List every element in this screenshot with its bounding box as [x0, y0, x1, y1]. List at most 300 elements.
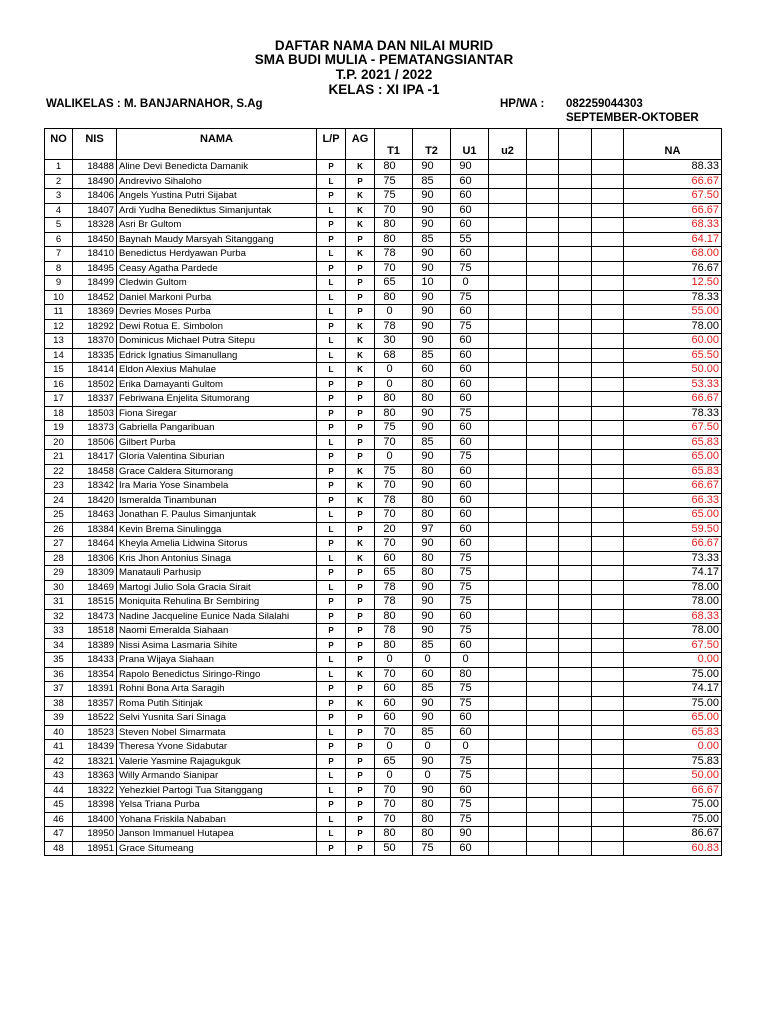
row-lp: P — [317, 421, 346, 436]
row-na: 78.33 — [624, 290, 722, 305]
row-nis: 18414 — [73, 363, 117, 378]
row-t1: 30 — [375, 334, 413, 349]
row-empty-2 — [559, 725, 592, 740]
row-u2 — [489, 754, 527, 769]
row-nis: 18342 — [73, 479, 117, 494]
row-t2: 85 — [413, 174, 451, 189]
row-nis: 18400 — [73, 812, 117, 827]
row-u2 — [489, 827, 527, 842]
row-nis: 18515 — [73, 595, 117, 610]
row-empty-3 — [592, 276, 624, 291]
row-t2: 90 — [413, 754, 451, 769]
row-na: 65.83 — [624, 464, 722, 479]
row-empty-1 — [527, 450, 559, 465]
row-empty-3 — [592, 290, 624, 305]
row-empty-3 — [592, 377, 624, 392]
row-t2: 80 — [413, 493, 451, 508]
row-t2: 0 — [413, 653, 451, 668]
row-na: 78.00 — [624, 624, 722, 639]
row-u1: 60 — [451, 305, 489, 320]
row-u1: 75 — [451, 595, 489, 610]
row-u2 — [489, 392, 527, 407]
row-empty-2 — [559, 421, 592, 436]
row-empty-2 — [559, 290, 592, 305]
row-u2 — [489, 189, 527, 204]
row-u2 — [489, 638, 527, 653]
row-t2: 90 — [413, 189, 451, 204]
row-ag: P — [346, 754, 375, 769]
row-t2: 85 — [413, 348, 451, 363]
table-row — [45, 290, 722, 305]
row-ag: P — [346, 609, 375, 624]
row-lp: P — [317, 638, 346, 653]
row-t1: 80 — [375, 392, 413, 407]
row-ag: P — [346, 377, 375, 392]
row-empty-1 — [527, 551, 559, 566]
col-lp: L/P — [317, 129, 346, 160]
row-no: 4 — [45, 203, 73, 218]
row-nis: 18322 — [73, 783, 117, 798]
row-na: 68.33 — [624, 218, 722, 233]
row-na: 66.33 — [624, 493, 722, 508]
row-nama: Ira Maria Yose Sinambela — [117, 479, 317, 494]
row-empty-2 — [559, 580, 592, 595]
table-row — [45, 377, 722, 392]
row-ag: P — [346, 841, 375, 856]
row-t2: 0 — [413, 769, 451, 784]
row-empty-3 — [592, 682, 624, 697]
row-t2: 90 — [413, 218, 451, 233]
row-u1: 75 — [451, 319, 489, 334]
row-t1: 80 — [375, 232, 413, 247]
table-row — [45, 827, 722, 842]
row-no: 29 — [45, 566, 73, 581]
row-no: 47 — [45, 827, 73, 842]
row-u1: 60 — [451, 841, 489, 856]
row-nama: Erika Damayanti Gultom — [117, 377, 317, 392]
row-lp: P — [317, 160, 346, 175]
row-nama: Gabriella Pangaribuan — [117, 421, 317, 436]
table-row — [45, 305, 722, 320]
row-u2 — [489, 508, 527, 523]
row-empty-2 — [559, 392, 592, 407]
row-nis: 18450 — [73, 232, 117, 247]
row-t2: 80 — [413, 566, 451, 581]
row-nis: 18309 — [73, 566, 117, 581]
row-empty-3 — [592, 551, 624, 566]
row-na: 75.00 — [624, 812, 722, 827]
row-empty-2 — [559, 261, 592, 276]
row-ag: K — [346, 363, 375, 378]
row-ag: K — [346, 464, 375, 479]
row-empty-2 — [559, 537, 592, 552]
table-row — [45, 493, 722, 508]
row-empty-1 — [527, 464, 559, 479]
table-row — [45, 624, 722, 639]
row-empty-3 — [592, 740, 624, 755]
row-na: 78.33 — [624, 406, 722, 421]
class-name: KELAS : XI IPA -1 — [328, 82, 440, 97]
row-lp: P — [317, 450, 346, 465]
row-empty-3 — [592, 232, 624, 247]
row-empty-2 — [559, 218, 592, 233]
row-t1: 70 — [375, 479, 413, 494]
row-t2: 90 — [413, 479, 451, 494]
table-row — [45, 406, 722, 421]
row-no: 19 — [45, 421, 73, 436]
row-t2: 90 — [413, 696, 451, 711]
row-t1: 70 — [375, 667, 413, 682]
row-ag: P — [346, 276, 375, 291]
row-ag: P — [346, 450, 375, 465]
row-t1: 70 — [375, 203, 413, 218]
row-empty-1 — [527, 725, 559, 740]
row-na: 74.17 — [624, 566, 722, 581]
row-nis: 18357 — [73, 696, 117, 711]
row-nama: Daniel Markoni Purba — [117, 290, 317, 305]
row-empty-1 — [527, 508, 559, 523]
row-nama: Rohni Bona Arta Saragih — [117, 682, 317, 697]
row-nama: Martogi Julio Sola Gracia Sirait — [117, 580, 317, 595]
row-lp: L — [317, 827, 346, 842]
row-empty-1 — [527, 334, 559, 349]
row-ag: P — [346, 725, 375, 740]
row-u1: 0 — [451, 653, 489, 668]
row-u1: 75 — [451, 406, 489, 421]
row-no: 28 — [45, 551, 73, 566]
row-na: 65.50 — [624, 348, 722, 363]
row-t2: 90 — [413, 334, 451, 349]
row-t2: 60 — [413, 667, 451, 682]
row-t1: 78 — [375, 580, 413, 595]
row-empty-1 — [527, 827, 559, 842]
row-no: 43 — [45, 769, 73, 784]
row-t1: 65 — [375, 276, 413, 291]
row-nis: 18354 — [73, 667, 117, 682]
row-empty-1 — [527, 363, 559, 378]
col-u1: U1 — [451, 129, 489, 160]
row-t2: 85 — [413, 682, 451, 697]
row-t2: 90 — [413, 450, 451, 465]
table-row — [45, 189, 722, 204]
row-u1: 60 — [451, 421, 489, 436]
row-nama: Dewi Rotua E. Simbolon — [117, 319, 317, 334]
row-ag: K — [346, 493, 375, 508]
row-no: 11 — [45, 305, 73, 320]
row-empty-2 — [559, 841, 592, 856]
row-no: 30 — [45, 580, 73, 595]
table-row — [45, 812, 722, 827]
row-t2: 80 — [413, 464, 451, 479]
row-u1: 75 — [451, 624, 489, 639]
row-t2: 90 — [413, 595, 451, 610]
row-empty-2 — [559, 189, 592, 204]
row-nis: 18369 — [73, 305, 117, 320]
row-nis: 18463 — [73, 508, 117, 523]
row-u2 — [489, 841, 527, 856]
row-na: 73.33 — [624, 551, 722, 566]
row-empty-3 — [592, 624, 624, 639]
row-t2: 97 — [413, 522, 451, 537]
row-u2 — [489, 305, 527, 320]
row-u2 — [489, 232, 527, 247]
row-lp: L — [317, 363, 346, 378]
row-nis: 18370 — [73, 334, 117, 349]
row-empty-1 — [527, 754, 559, 769]
row-no: 18 — [45, 406, 73, 421]
row-empty-2 — [559, 812, 592, 827]
row-nama: Prana Wijaya Siahaan — [117, 653, 317, 668]
row-no: 40 — [45, 725, 73, 740]
row-t1: 80 — [375, 827, 413, 842]
row-ag: K — [346, 203, 375, 218]
row-nis: 18292 — [73, 319, 117, 334]
row-u2 — [489, 464, 527, 479]
row-lp: L — [317, 580, 346, 595]
table-row — [45, 740, 722, 755]
row-empty-3 — [592, 696, 624, 711]
row-ag: P — [346, 406, 375, 421]
row-nis: 18417 — [73, 450, 117, 465]
row-u1: 60 — [451, 725, 489, 740]
row-nama: Grace Situmeang — [117, 841, 317, 856]
grades-table — [44, 128, 722, 856]
row-nama: Devries Moses Purba — [117, 305, 317, 320]
row-t1: 68 — [375, 348, 413, 363]
row-u2 — [489, 769, 527, 784]
row-nama: Yohana Friskila Nababan — [117, 812, 317, 827]
row-lp: P — [317, 696, 346, 711]
row-t2: 80 — [413, 551, 451, 566]
row-ag: P — [346, 566, 375, 581]
row-no: 3 — [45, 189, 73, 204]
table-row — [45, 348, 722, 363]
row-empty-3 — [592, 464, 624, 479]
row-nis: 18384 — [73, 522, 117, 537]
table-row — [45, 754, 722, 769]
row-empty-3 — [592, 827, 624, 842]
row-empty-1 — [527, 711, 559, 726]
table-row — [45, 392, 722, 407]
row-lp: P — [317, 319, 346, 334]
row-na: 50.00 — [624, 769, 722, 784]
row-t1: 70 — [375, 435, 413, 450]
row-empty-2 — [559, 827, 592, 842]
row-empty-3 — [592, 406, 624, 421]
row-empty-3 — [592, 508, 624, 523]
row-u2 — [489, 421, 527, 436]
row-no: 37 — [45, 682, 73, 697]
hp-value: 082259044303 — [566, 98, 643, 110]
row-t1: 75 — [375, 464, 413, 479]
row-lp: P — [317, 493, 346, 508]
row-t2: 85 — [413, 725, 451, 740]
row-lp: L — [317, 812, 346, 827]
row-empty-2 — [559, 305, 592, 320]
row-u1: 60 — [451, 218, 489, 233]
row-ag: K — [346, 348, 375, 363]
row-lp: P — [317, 479, 346, 494]
row-t1: 75 — [375, 421, 413, 436]
table-row — [45, 218, 722, 233]
row-empty-1 — [527, 769, 559, 784]
row-nis: 18373 — [73, 421, 117, 436]
row-nama: Manatauli Parhusip — [117, 566, 317, 581]
row-ag: P — [346, 290, 375, 305]
row-empty-1 — [527, 261, 559, 276]
row-no: 45 — [45, 798, 73, 813]
row-na: 66.67 — [624, 537, 722, 552]
row-t1: 80 — [375, 609, 413, 624]
row-na: 66.67 — [624, 203, 722, 218]
row-empty-1 — [527, 493, 559, 508]
row-u1: 75 — [451, 798, 489, 813]
row-u1: 75 — [451, 696, 489, 711]
row-t1: 78 — [375, 319, 413, 334]
table-row — [45, 609, 722, 624]
row-ag: P — [346, 653, 375, 668]
row-na: 60.00 — [624, 334, 722, 349]
row-no: 24 — [45, 493, 73, 508]
row-empty-2 — [559, 479, 592, 494]
row-na: 86.67 — [624, 827, 722, 842]
row-ag: P — [346, 261, 375, 276]
row-na: 60.83 — [624, 841, 722, 856]
row-u1: 75 — [451, 551, 489, 566]
row-na: 75.00 — [624, 667, 722, 682]
row-empty-3 — [592, 319, 624, 334]
row-u1: 75 — [451, 580, 489, 595]
row-u1: 60 — [451, 783, 489, 798]
col-empty-1 — [527, 129, 559, 160]
row-t2: 80 — [413, 798, 451, 813]
row-ag: P — [346, 232, 375, 247]
row-ag: P — [346, 435, 375, 450]
row-na: 50.00 — [624, 363, 722, 378]
row-nama: Steven Nobel Simarmata — [117, 725, 317, 740]
row-empty-2 — [559, 696, 592, 711]
row-na: 65.83 — [624, 435, 722, 450]
row-empty-3 — [592, 392, 624, 407]
row-t2: 60 — [413, 363, 451, 378]
row-lp: L — [317, 522, 346, 537]
row-ag: P — [346, 769, 375, 784]
row-empty-1 — [527, 841, 559, 856]
row-lp: P — [317, 566, 346, 581]
row-u2 — [489, 348, 527, 363]
row-lp: L — [317, 334, 346, 349]
row-t2: 90 — [413, 261, 451, 276]
row-u1: 60 — [451, 247, 489, 262]
row-u1: 75 — [451, 290, 489, 305]
row-lp: P — [317, 609, 346, 624]
row-empty-1 — [527, 798, 559, 813]
row-lp: L — [317, 203, 346, 218]
row-nama: Asri Br Gultom — [117, 218, 317, 233]
row-no: 42 — [45, 754, 73, 769]
table-row — [45, 653, 722, 668]
row-no: 9 — [45, 276, 73, 291]
row-t1: 0 — [375, 377, 413, 392]
row-na: 65.00 — [624, 508, 722, 523]
table-row — [45, 769, 722, 784]
row-no: 22 — [45, 464, 73, 479]
row-empty-3 — [592, 435, 624, 450]
row-ag: K — [346, 160, 375, 175]
row-no: 8 — [45, 261, 73, 276]
row-u1: 60 — [451, 493, 489, 508]
row-empty-1 — [527, 290, 559, 305]
row-t2: 90 — [413, 783, 451, 798]
row-u1: 60 — [451, 392, 489, 407]
row-na: 66.67 — [624, 174, 722, 189]
row-t1: 75 — [375, 189, 413, 204]
row-empty-3 — [592, 711, 624, 726]
row-nis: 18398 — [73, 798, 117, 813]
row-nama: Nissi Asima Lasmaria Sihite — [117, 638, 317, 653]
row-na: 66.67 — [624, 783, 722, 798]
row-empty-3 — [592, 783, 624, 798]
row-t1: 65 — [375, 754, 413, 769]
row-t1: 70 — [375, 798, 413, 813]
row-lp: L — [317, 290, 346, 305]
row-ag: P — [346, 522, 375, 537]
row-t1: 65 — [375, 566, 413, 581]
table-row — [45, 479, 722, 494]
row-empty-1 — [527, 653, 559, 668]
row-ag: P — [346, 580, 375, 595]
row-empty-2 — [559, 624, 592, 639]
row-na: 0.00 — [624, 740, 722, 755]
row-na: 67.50 — [624, 189, 722, 204]
row-empty-2 — [559, 406, 592, 421]
row-t2: 85 — [413, 232, 451, 247]
row-ag: P — [346, 711, 375, 726]
table-row — [45, 232, 722, 247]
row-ag: K — [346, 334, 375, 349]
row-nama: Andrevivo Sihaloho — [117, 174, 317, 189]
row-empty-3 — [592, 450, 624, 465]
row-na: 59.50 — [624, 522, 722, 537]
row-u1: 60 — [451, 334, 489, 349]
row-empty-2 — [559, 203, 592, 218]
row-ag: P — [346, 624, 375, 639]
row-u2 — [489, 667, 527, 682]
row-u1: 60 — [451, 363, 489, 378]
row-u1: 60 — [451, 537, 489, 552]
row-na: 66.67 — [624, 392, 722, 407]
table-row — [45, 725, 722, 740]
row-nis: 18452 — [73, 290, 117, 305]
row-u1: 60 — [451, 203, 489, 218]
row-nama: Roma Putih Sitinjak — [117, 696, 317, 711]
row-nis: 18464 — [73, 537, 117, 552]
table-row — [45, 435, 722, 450]
table-row — [45, 522, 722, 537]
row-ag: P — [346, 595, 375, 610]
row-lp: P — [317, 754, 346, 769]
row-t1: 78 — [375, 247, 413, 262]
row-t1: 70 — [375, 261, 413, 276]
row-empty-1 — [527, 392, 559, 407]
row-no: 39 — [45, 711, 73, 726]
table-row — [45, 696, 722, 711]
table-row — [45, 334, 722, 349]
period: SEPTEMBER-OKTOBER — [566, 112, 699, 124]
row-empty-2 — [559, 232, 592, 247]
row-empty-1 — [527, 580, 559, 595]
row-t1: 80 — [375, 218, 413, 233]
